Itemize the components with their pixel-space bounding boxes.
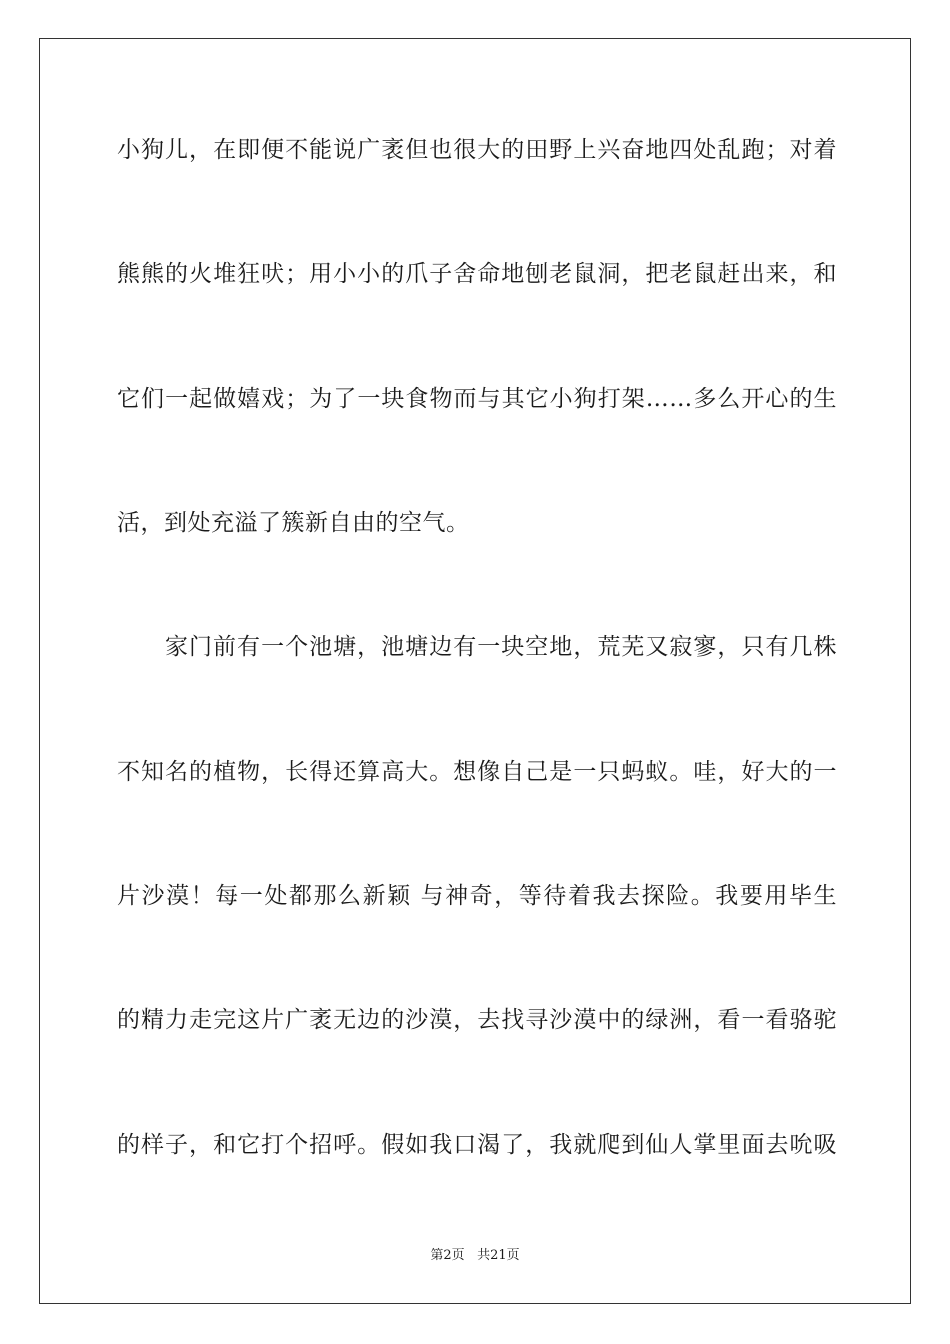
page-border — [39, 38, 911, 1304]
text-line: 家门前有一个池塘，池塘边有一块空地，荒芜又寂寥，只有几株 — [165, 634, 837, 660]
text-line: 活，到处充溢了簇新自由的空气。 — [117, 510, 470, 536]
text-line: 的精力走完这片广袤无边的沙漠，去找寻沙漠中的绿洲，看一看骆驼 — [117, 1007, 837, 1033]
text-line: 的样子，和它打个招呼。假如我口渴了，我就爬到仙人掌里面去吮吸 — [117, 1132, 837, 1158]
text-line: 不知名的植物，长得还算高大。想像自己是一只蚂蚁。哇，好大的一 — [117, 759, 837, 785]
page-total: 共21页 — [477, 1248, 520, 1263]
page-footer — [0, 1248, 950, 1264]
page-number: 第2页 — [430, 1248, 465, 1263]
text-line: 片沙漠！每一处都那么新颖 与神奇，等待着我去探险。我要用毕生 — [117, 883, 837, 909]
text-line: 它们一起做嬉戏；为了一块食物而与其它小狗打架……多么开心的生 — [117, 386, 837, 412]
text-line: 小狗儿，在即便不能说广袤但也很大的田野上兴奋地四处乱跑；对着 — [117, 137, 837, 163]
text-line: 熊熊的火堆狂吠；用小小的爪子舍命地刨老鼠洞，把老鼠赶出来，和 — [117, 261, 837, 287]
